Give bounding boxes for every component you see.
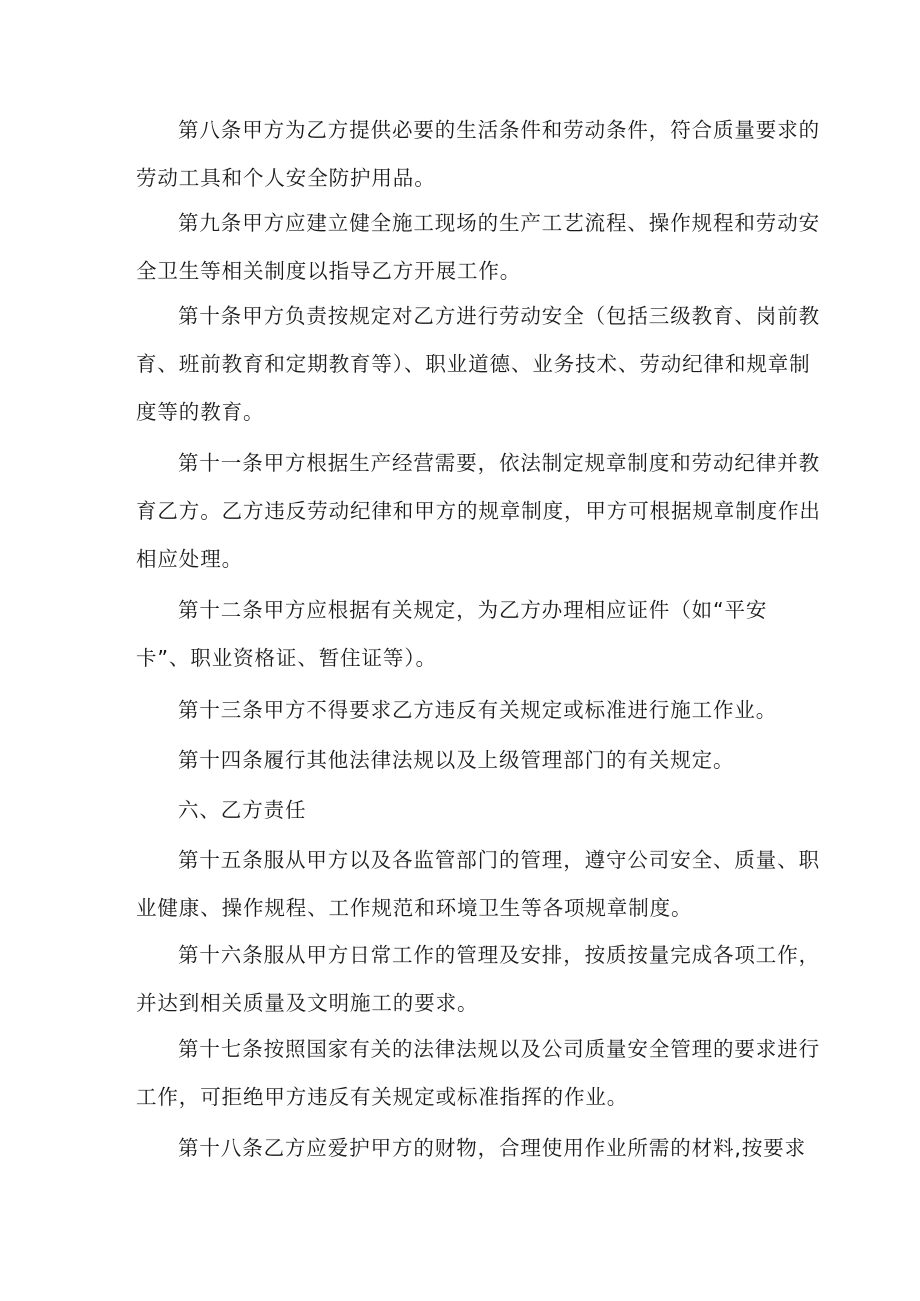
paragraph-article-15	[136, 836, 820, 932]
paragraph-article-9	[136, 199, 820, 295]
text-line: 第十三条甲方不得要求乙方违反有关规定或标准进行施工作业。	[178, 698, 778, 722]
paragraph-article-17	[136, 1025, 820, 1121]
text-line: 第十条甲方负责按规定对乙方进行劳动安全（包括三级教育、岗前教	[178, 304, 820, 328]
text-line: 业健康、操作规程、工作规范和环境卫生等各项规章制度。	[136, 896, 693, 920]
text-line: 卡”、职业资格证、暂住证等）。	[136, 646, 437, 670]
paragraph-article-8	[136, 106, 820, 202]
paragraph-article-18	[136, 1124, 807, 1172]
paragraph-article-13	[136, 686, 784, 734]
text-line: 第十六条服从甲方日常工作的管理及安排，按质按量完成各项工作，	[178, 943, 820, 967]
text-line: 度等的教育。	[136, 400, 265, 424]
paragraph-article-16	[136, 931, 820, 1027]
text-line: 第十二条甲方应根据有关规定，为乙方办理相应证件（如“平安	[178, 598, 768, 622]
text-line: 育、班前教育和定期教育等）、职业道德、业务技术、劳动纪律和规章制	[136, 352, 811, 376]
text-line: 工作，可拒绝甲方违反有关规定或标准指挥的作业。	[136, 1085, 629, 1109]
section-heading-party-b-responsibilities	[136, 786, 784, 834]
text-line: 第十八条乙方应爱护甲方的财物，合理使用作业所需的材料,按要求	[178, 1136, 807, 1160]
text-line: 六、乙方责任	[178, 798, 307, 822]
text-line: 第十四条履行其他法律法规以及上级管理部门的有关规定。	[178, 748, 735, 772]
text-line: 并达到相关质量及文明施工的要求。	[136, 991, 479, 1015]
text-line: 育乙方。乙方违反劳动纪律和甲方的规章制度，甲方可根据规章制度作出	[136, 499, 821, 523]
paragraph-article-14	[136, 736, 784, 784]
text-line: 第八条甲方为乙方提供必要的生活条件和劳动条件，符合质量要求的	[178, 118, 820, 142]
paragraph-article-11	[136, 439, 821, 583]
text-line: 第十七条按照国家有关的法律法规以及公司质量安全管理的要求进行	[178, 1037, 820, 1061]
paragraph-article-10	[136, 292, 820, 436]
text-line: 第十一条甲方根据生产经营需要，依法制定规章制度和劳动纪律并教	[178, 451, 820, 475]
text-line: 相应处理。	[136, 547, 243, 571]
text-line: 第九条甲方应建立健全施工现场的生产工艺流程、操作规程和劳动安	[178, 211, 820, 235]
text-line: 全卫生等相关制度以指导乙方开展工作。	[136, 259, 522, 283]
text-line: 第十五条服从甲方以及各监管部门的管理，遵守公司安全、质量、职	[178, 848, 820, 872]
text-line: 劳动工具和个人安全防护用品。	[136, 166, 436, 190]
paragraph-article-12	[136, 586, 784, 682]
